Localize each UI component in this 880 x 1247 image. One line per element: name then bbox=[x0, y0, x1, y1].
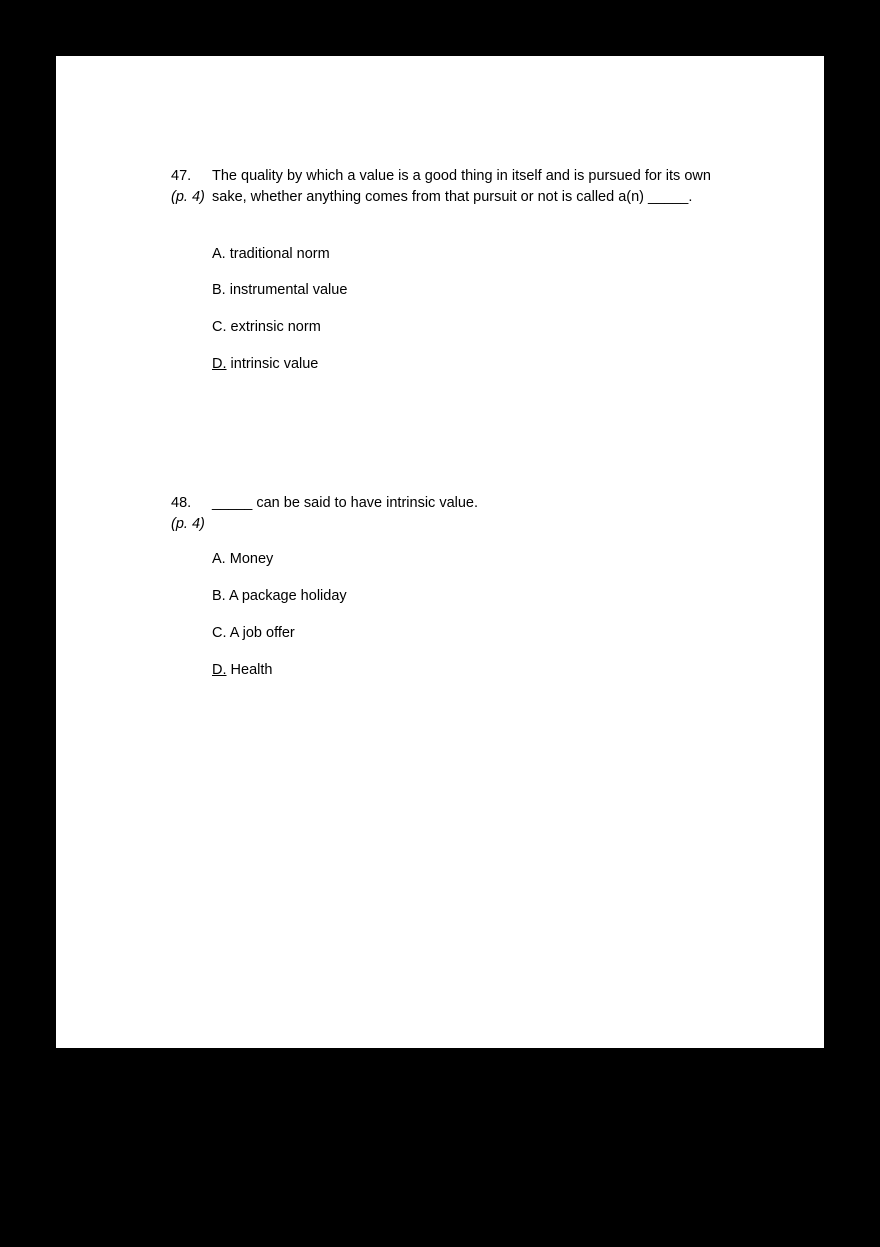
document-page bbox=[56, 56, 824, 1048]
correct-answer-marker: D. bbox=[212, 662, 227, 678]
question-number: 48. bbox=[171, 495, 192, 511]
question-text: The quality by which a value is a good thing in itself and is pursued for its own sake, whether anything comes from that pursuit or not is called a(n) _____. bbox=[212, 168, 711, 205]
option-a: A. traditional norm bbox=[212, 246, 330, 262]
option-b: B. instrumental value bbox=[212, 282, 348, 298]
question-number: 47. bbox=[171, 168, 192, 184]
correct-answer-marker: D. bbox=[212, 356, 227, 372]
page-reference: (p. 4) bbox=[171, 189, 205, 205]
option-a: A. Money bbox=[212, 551, 274, 567]
option-b: B. A package holiday bbox=[212, 588, 347, 604]
option-d-correct: D. Health bbox=[212, 662, 273, 678]
question-text: _____ can be said to have intrinsic value. bbox=[212, 495, 479, 511]
page-reference: (p. 4) bbox=[171, 516, 205, 532]
option-d-correct: D. intrinsic value bbox=[212, 356, 319, 372]
option-c: C. A job offer bbox=[212, 625, 295, 641]
option-c: C. extrinsic norm bbox=[212, 319, 321, 335]
